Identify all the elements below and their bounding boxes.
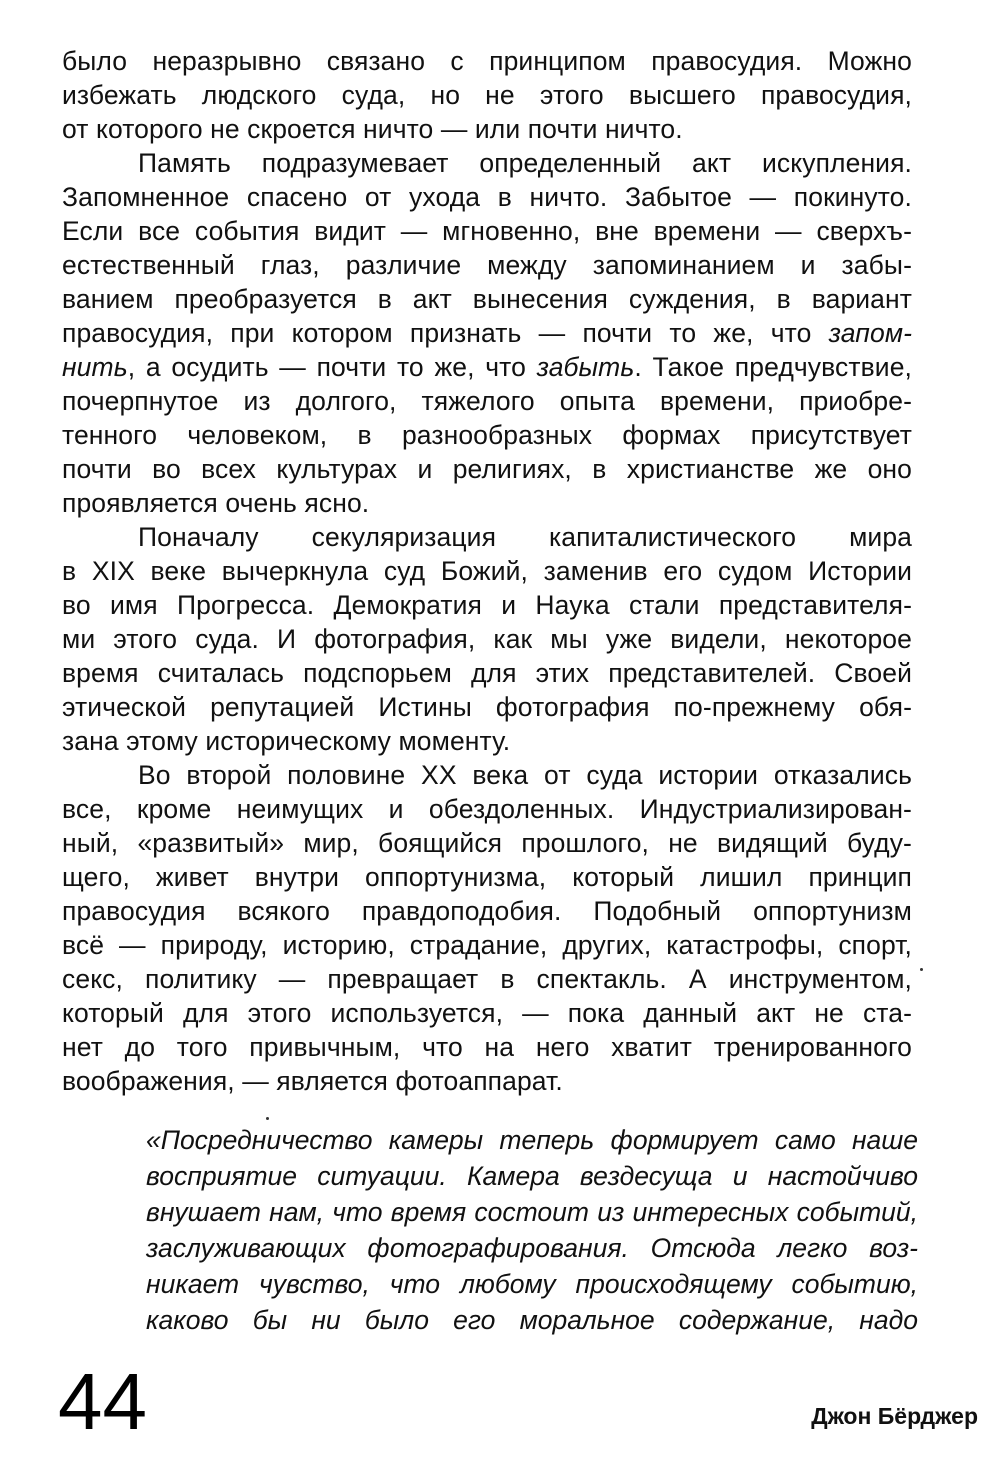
text-line: почти во всех культурах и религиях, в христианстве же оно xyxy=(62,454,912,484)
running-footer-author: Джон Бёрджер xyxy=(811,1403,978,1429)
text-line: почерпнутое из долгого, тяжелого опыта времени, приобре- xyxy=(62,386,912,416)
text-line: Запомненное спасено от ухода в ничто. Забытое — покинуто. xyxy=(62,182,912,212)
text-line: тенного человеком, в разнообразных формах присутствует xyxy=(62,420,912,450)
italic-fragment: нить xyxy=(62,352,128,382)
quote-line: восприятие ситуации. Камера вездесуща и настойчиво xyxy=(146,1161,918,1191)
text-line: секс, политику — превращает в спектакль. А инструментом, xyxy=(62,964,912,994)
quote-line: каково бы ни было его моральное содержание, надо xyxy=(146,1305,918,1335)
text-line: воображения, — является фотоаппарат. xyxy=(62,1066,563,1096)
quote-line: внушает нам, что время состоит из интересных событий, xyxy=(146,1197,918,1227)
quote-line: никает чувство, что любому происходящему событию, xyxy=(146,1269,918,1299)
text-line-mixed xyxy=(62,350,912,384)
text-line: Поначалу секуляризация капиталистического мира xyxy=(138,522,912,552)
text-line: Во второй половине XX века от суда истории отказались xyxy=(138,760,912,790)
text-line: всё — природу, историю, страдание, других, катастрофы, спорт, xyxy=(62,930,912,960)
text-line: все, кроме неимущих и обездоленных. Индустриализирован- xyxy=(62,794,912,824)
text-line: нет до того привычным, что на него хватит тренированного xyxy=(62,1032,912,1062)
scan-speck xyxy=(920,968,923,971)
text-line: ный, «развитый» мир, боящийся прошлого, не видящий буду- xyxy=(62,828,912,858)
text-line: избежать людского суда, но не этого высшего правосудия, xyxy=(62,80,912,110)
text-line: естественный глаз, различие между запоминанием и забы- xyxy=(62,250,912,280)
text-line: от которого не скроется ничто — или почти ничто. xyxy=(62,114,683,144)
scan-speck xyxy=(266,1117,269,1120)
text-line: время считалась подспорьем для этих представителей. Своей xyxy=(62,658,912,688)
text-line: ми этого суда. И фотография, как мы уже видели, некоторое xyxy=(62,624,912,654)
text-line: зана этому историческому моменту. xyxy=(62,726,511,756)
text-line: ванием преобразуется в акт вынесения суждения, в вариант xyxy=(62,284,912,314)
text-line: в XIX веке вычеркнула суд Божий, заменив его судом Истории xyxy=(62,556,912,586)
text-line: во имя Прогресса. Демократия и Наука стали представителя- xyxy=(62,590,912,620)
text-fragment: правосудия, при котором признать — почти то же, что xyxy=(62,318,812,348)
page-number: 44 xyxy=(58,1357,147,1446)
text-line: Если все события видит — мгновенно, вне времени — сверхъ- xyxy=(62,216,912,246)
italic-fragment: запом- xyxy=(828,318,913,348)
text-fragment: . Такое предчувствие, xyxy=(634,352,912,382)
text-line-mixed xyxy=(62,316,912,350)
text-line: щего, живет внутри оппортунизма, который лишил принцип xyxy=(62,862,912,892)
text-line: этической репутацией Истины фотография по-прежнему обя- xyxy=(62,692,912,722)
text-line: проявляется очень ясно. xyxy=(62,488,370,518)
text-fragment: , а осудить — почти то же, что xyxy=(127,352,537,382)
text-line: было неразрывно связано с принципом правосудия. Можно xyxy=(62,46,912,76)
quote-line: «Посредничество камеры теперь формирует само наше xyxy=(146,1125,918,1155)
text-line: который для этого используется, — пока данный акт не ста- xyxy=(62,998,912,1028)
quote-line: заслуживающих фотографирования. Отсюда легко воз- xyxy=(146,1233,918,1263)
text-line: Память подразумевает определенный акт искупления. xyxy=(138,148,912,178)
block-quote xyxy=(146,1122,918,1338)
text-line: правосудия всякого правдоподобия. Подобный оппортунизм xyxy=(62,896,912,926)
italic-fragment: забыть xyxy=(536,352,635,382)
main-text xyxy=(62,44,912,1098)
